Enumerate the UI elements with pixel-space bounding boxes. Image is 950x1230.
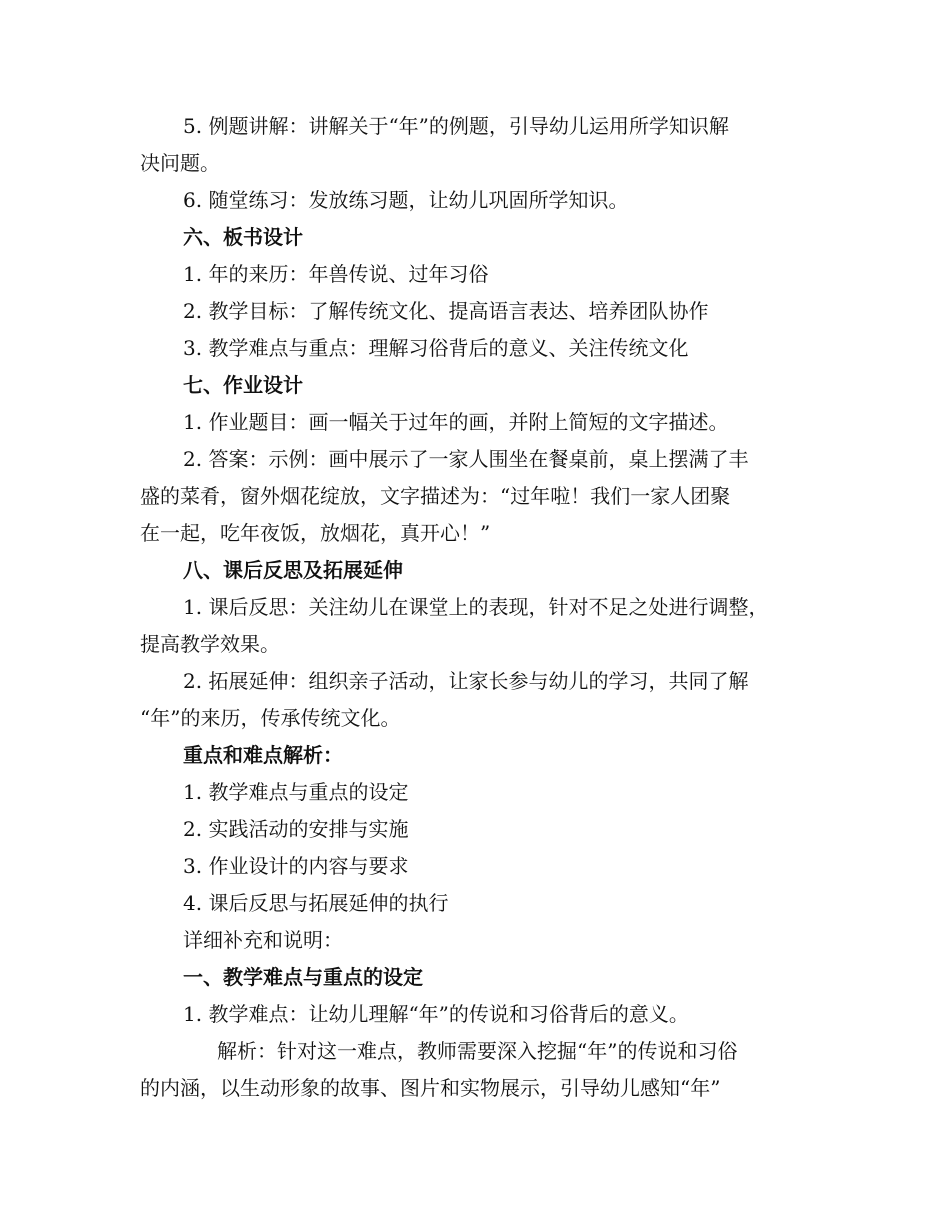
text-line: 2. 实践活动的安排与实施 — [183, 817, 409, 841]
text-line: 1. 教学难点与重点的设定 — [183, 780, 409, 804]
text-line: 1. 年的来历：年兽传说、过年习俗 — [183, 262, 489, 286]
text-line: 的内涵，以生动形象的故事、图片和实物展示，引导幼儿感知“年” — [140, 1076, 721, 1100]
text-line: 在一起，吃年夜饭，放烟花，真开心！” — [140, 521, 491, 545]
section-heading: 六、板书设计 — [183, 225, 303, 249]
section-heading: 一、教学难点与重点的设定 — [183, 965, 423, 989]
text-line: 决问题。 — [140, 151, 220, 175]
text-line: 1. 教学难点：让幼儿理解“年”的传说和习俗背后的意义。 — [183, 1002, 689, 1026]
text-line: 6. 随堂练习：发放练习题，让幼儿巩固所学知识。 — [183, 188, 629, 212]
text-line: 3. 教学难点与重点：理解习俗背后的意义、关注传统文化 — [183, 336, 689, 360]
section-heading: 八、课后反思及拓展延伸 — [183, 558, 403, 582]
text-line: 4. 课后反思与拓展延伸的执行 — [183, 891, 449, 915]
text-line: 2. 教学目标：了解传统文化、提高语言表达、培养团队协作 — [183, 299, 709, 323]
text-line: 1. 课后反思：关注幼儿在课堂上的表现，针对不足之处进行调整， — [183, 595, 769, 619]
section-heading: 重点和难点解析： — [183, 743, 343, 767]
text-line: 提高教学效果。 — [140, 632, 280, 656]
text-line: 2. 拓展延伸：组织亲子活动，让家长参与幼儿的学习，共同了解 — [183, 669, 749, 693]
text-line: 1. 作业题目：画一幅关于过年的画，并附上简短的文字描述。 — [183, 410, 729, 434]
text-line: 3. 作业设计的内容与要求 — [183, 854, 409, 878]
text-line: 2. 答案：示例：画中展示了一家人围坐在餐桌前，桌上摆满了丰 — [183, 447, 749, 471]
text-line: 盛的菜肴，窗外烟花绽放，文字描述为：“过年啦！我们一家人团聚 — [140, 484, 731, 508]
section-heading: 七、作业设计 — [183, 373, 303, 397]
text-line: 解析：针对这一难点，教师需要深入挖掘“年”的传说和习俗 — [217, 1039, 738, 1063]
text-line: 详细补充和说明： — [183, 928, 343, 952]
text-line: “年”的来历，传承传统文化。 — [140, 706, 401, 730]
text-line: 5. 例题讲解：讲解关于“年”的例题，引导幼儿运用所学知识解 — [183, 114, 729, 138]
